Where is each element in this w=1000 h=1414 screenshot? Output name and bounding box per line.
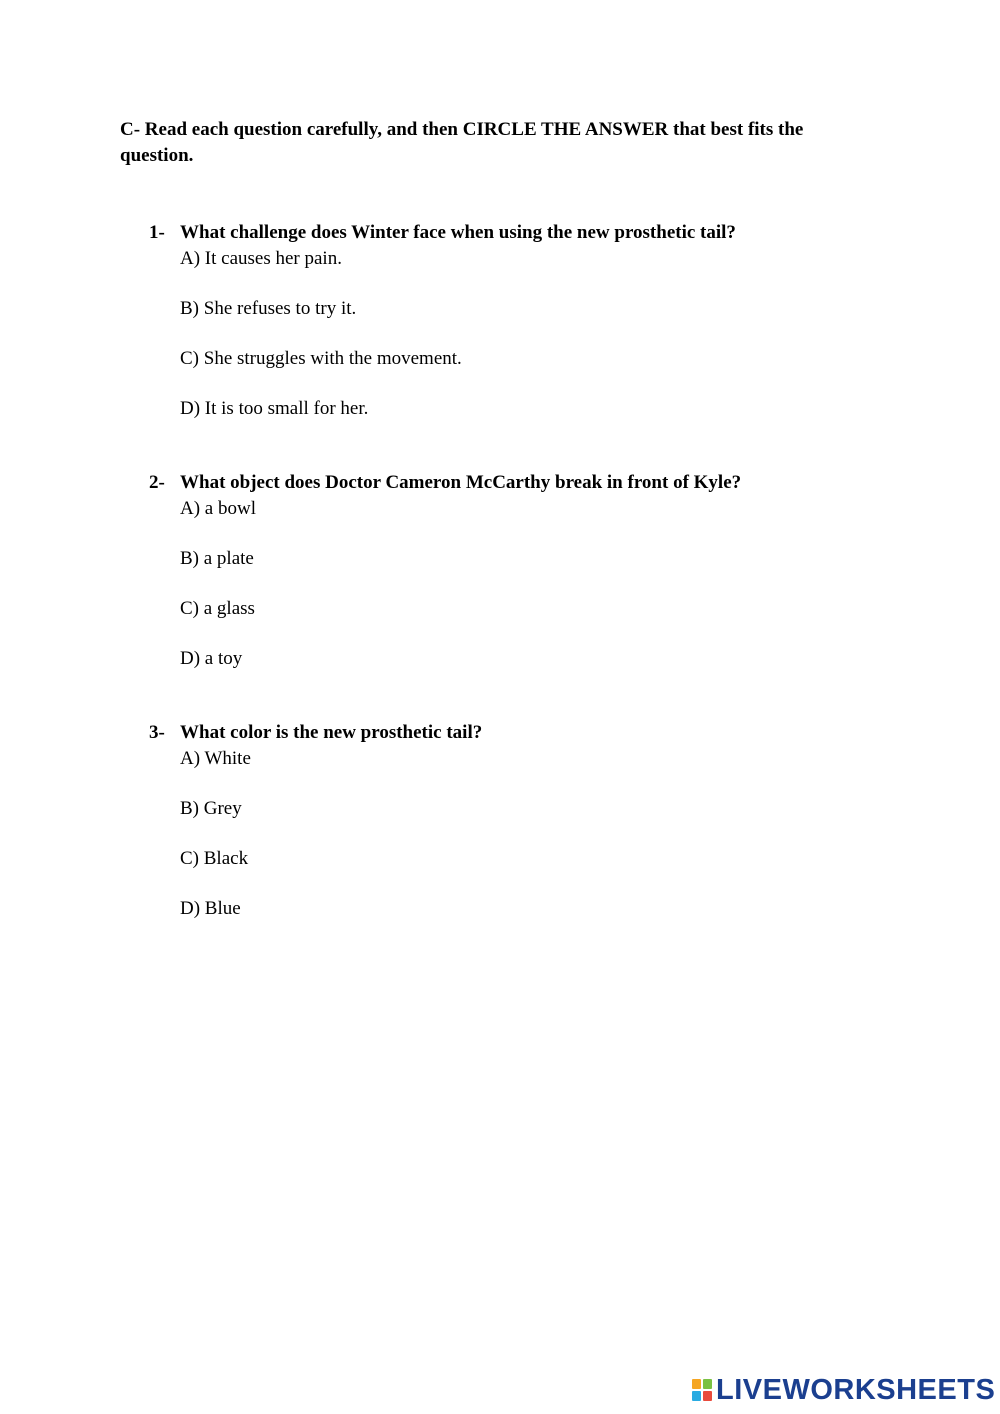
question-text: What challenge does Winter face when using the new prosthetic tail? xyxy=(180,222,736,243)
answer-option-d[interactable]: D) It is too small for her. xyxy=(180,398,369,419)
answer-option-c[interactable]: C) She struggles with the movement. xyxy=(180,348,462,369)
answer-option-b[interactable]: B) a plate xyxy=(180,548,254,569)
logo-tile-3 xyxy=(692,1391,701,1401)
question-text: What object does Doctor Cameron McCarthy break in front of Kyle? xyxy=(180,472,742,493)
answer-option-d[interactable]: D) Blue xyxy=(180,898,241,919)
instructions-text: C- Read each question carefully, and then CIRCLE THE ANSWER that best fits the question. xyxy=(120,119,804,166)
answer-option-a[interactable]: A) a bowl xyxy=(180,498,256,519)
question-1 xyxy=(149,220,929,422)
question-header xyxy=(149,720,929,746)
logo-tile-4 xyxy=(703,1391,712,1401)
question-text: What color is the new prosthetic tail? xyxy=(180,722,483,743)
logo-tile-2 xyxy=(703,1379,712,1389)
answer-option-b[interactable]: B) She refuses to try it. xyxy=(180,298,357,319)
answer-option-c[interactable]: C) Black xyxy=(180,848,249,869)
question-3 xyxy=(149,720,929,922)
answer-option-c[interactable]: C) a glass xyxy=(180,598,255,619)
liveworksheets-logo-icon xyxy=(692,1379,712,1401)
answer-option-a[interactable]: A) It causes her pain. xyxy=(180,248,342,269)
question-2 xyxy=(149,470,929,672)
question-number: 3- xyxy=(149,722,165,743)
answer-option-a[interactable]: A) White xyxy=(180,748,251,769)
liveworksheets-watermark xyxy=(692,1374,995,1406)
question-header xyxy=(149,470,929,496)
liveworksheets-logo-text: LIVEWORKSHEETS xyxy=(716,1374,996,1406)
answer-option-b[interactable]: B) Grey xyxy=(180,798,242,819)
question-number: 2- xyxy=(149,472,165,493)
logo-tile-1 xyxy=(692,1379,701,1389)
answer-option-d[interactable]: D) a toy xyxy=(180,648,243,669)
question-number: 1- xyxy=(149,222,165,243)
question-header xyxy=(149,220,929,246)
